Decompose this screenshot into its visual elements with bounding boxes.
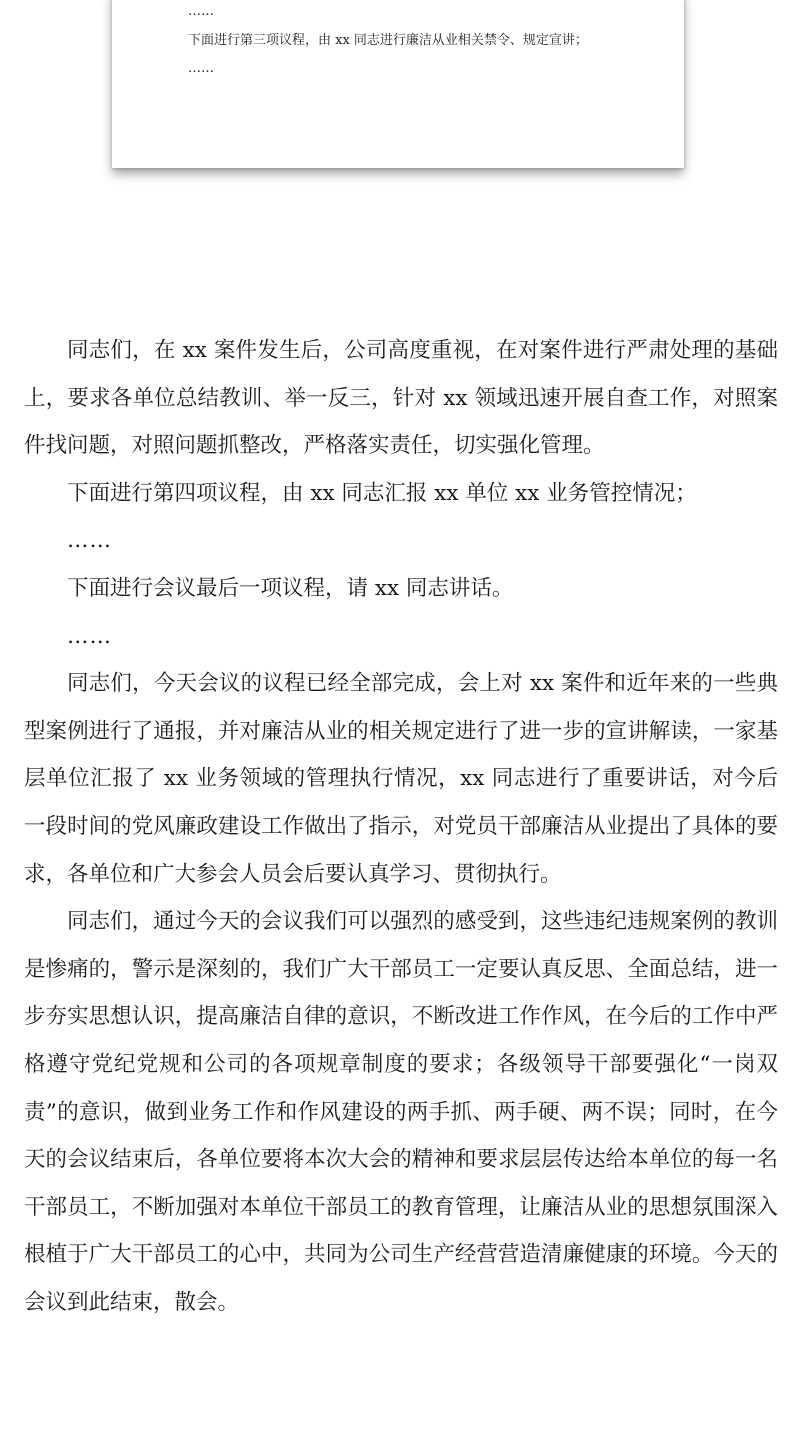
paragraph-meeting-summary: 同志们，今天会议的议程已经全部完成，会上对 xx 案件和近年来的一些典型案例进行了通报，并对廉洁从业的相关规定进行了进一步的宣讲解读，一家基层单位汇报了 xx 业务领域的管理执行情况，xx 同志进行了重要讲话，对今后一段时间的党风廉政建设工作做出了指示，对党员干部廉洁从业提出了具体的要求，各单位和广大参会人员会后要认真学习、贯彻执行。 — [24, 671, 778, 887]
paragraph-agenda-item-four: 下面进行第四项议程，由 xx 同志汇报 xx 单位 xx 业务管控情况； — [67, 480, 697, 506]
card-ellipsis-bottom: …… — [188, 61, 214, 76]
paragraph-ellipsis: …… — [67, 528, 112, 554]
document-preview-card — [112, 0, 684, 168]
paragraph-ellipsis: …… — [67, 623, 112, 649]
paragraph-case-response: 同志们，在 xx 案件发生后，公司高度重视，在对案件进行严肃处理的基础上，要求各单位总结教训、举一反三，针对 xx 领域迅速开展自查工作，对照案件找问题，对照问题抓整改，严格落实责任，切实强化管理。 — [24, 338, 778, 459]
card-ellipsis-top: …… — [188, 4, 214, 19]
paragraph-closing-remarks: 同志们，通过今天的会议我们可以强烈的感受到，这些违纪违规案例的教训是惨痛的，警示是深刻的，我们广大干部员工一定要认真反思、全面总结，进一步夯实思想认识，提高廉洁自律的意识，不断改进工作作风，在今后的工作中严格遵守党纪党规和公司的各项规章制度的要求；各级领导干部要强化“一岗双责”的意识，做到业务工作和作风建设的两手抓、两手硬、两不误；同时，在今天的会议结束后，各单位要将本次大会的精神和要求层层传达给本单位的每一名干部员工，不断加强对本单位干部员工的教育管理，让廉洁从业的思想氛围深入根植于广大干部员工的心中，共同为公司生产经营营造清廉健康的环境。今天的会议到此结束，散会。 — [24, 909, 778, 1315]
paragraph-final-agenda-item: 下面进行会议最后一项议程，请 xx 同志讲话。 — [67, 575, 514, 601]
card-agenda-item-three: 下面进行第三项议程，由 xx 同志进行廉洁从业相关禁令、规定宣讲； — [188, 33, 588, 48]
speech-body — [24, 327, 778, 1326]
